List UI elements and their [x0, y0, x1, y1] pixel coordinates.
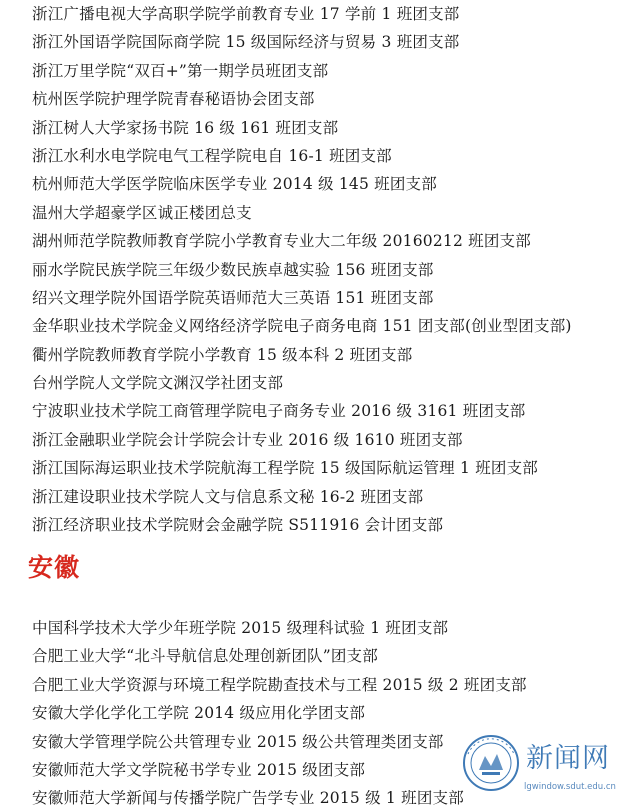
list-item: 浙江万里学院“双百+”第一期学员班团支部: [32, 61, 329, 80]
list-item: 浙江广播电视大学高职学院学前教育专业 17 学前 1 班团支部: [32, 5, 460, 23]
list-item: 宁波职业技术学院工商管理学院电子商务专业 2016 级 3161 班团支部: [32, 402, 526, 421]
watermark-title: 新闻网: [526, 743, 610, 774]
list-item: 温州大学超豪学区诚正楼团总支: [32, 203, 252, 222]
list-item: 浙江国际海运职业技术学院航海工程学院 15 级国际航运管理 1 班团支部: [32, 459, 538, 478]
anhui-branch-list: [32, 614, 527, 808]
list-item: 浙江金融职业学院会计学院会计专业 2016 级 1610 班团支部: [32, 430, 463, 449]
list-item: 安徽师范大学新闻与传播学院广告学专业 2015 级 1 班团支部: [32, 789, 464, 808]
university-seal-icon: [462, 734, 520, 792]
zhejiang-branch-list: [32, 0, 572, 539]
list-item: 安徽大学化学化工学院 2014 级应用化学团支部: [32, 704, 366, 723]
list-item: 金华职业技术学院金义网络经济学院电子商务电商 151 团支部(创业型团支部): [32, 317, 572, 336]
section-heading-anhui: 安徽: [28, 553, 81, 582]
list-item: 湖州师范学院教师教育学院小学教育专业大二年级 20160212 班团支部: [32, 232, 531, 251]
list-item: 衢州学院教师教育学院小学教育 15 级本科 2 班团支部: [32, 345, 413, 364]
list-item: 中国科学技术大学少年班学院 2015 级理科试验 1 班团支部: [32, 619, 449, 637]
watermark: [462, 732, 634, 804]
list-item: 合肥工业大学资源与环境工程学院勘查技术与工程 2015 级 2 班团支部: [32, 675, 527, 694]
list-item: 浙江树人大学家扬书院 16 级 161 班团支部: [32, 118, 339, 137]
list-item: 安徽大学管理学院公共管理专业 2015 级公共管理类团支部: [32, 732, 444, 751]
list-item: 合肥工业大学“北斗导航信息处理创新团队”团支部: [32, 647, 378, 666]
list-item: 绍兴文理学院外国语学院英语师范大三英语 151 班团支部: [32, 288, 434, 307]
list-item: 安徽师范大学文学院秘书学专业 2015 级团支部: [32, 760, 366, 779]
watermark-url: lgwindow.sdut.edu.cn: [524, 782, 616, 792]
list-item: 浙江外国语学院国际商学院 15 级国际经济与贸易 3 班团支部: [32, 33, 460, 52]
list-item: 台州学院人文学院文渊汉学社团支部: [32, 374, 284, 393]
list-item: 杭州师范大学医学院临床医学专业 2014 级 145 班团支部: [32, 175, 437, 194]
list-item: 杭州医学院护理学院青春秘语协会团支部: [32, 90, 315, 109]
list-item: 浙江经济职业技术学院财会金融学院 S511916 会计团支部: [32, 516, 444, 535]
list-item: 丽水学院民族学院三年级少数民族卓越实验 156 班团支部: [32, 260, 434, 279]
list-item: 浙江建设职业技术学院人文与信息系文秘 16-2 班团支部: [32, 487, 424, 506]
list-item: 浙江水利水电学院电气工程学院电自 16-1 班团支部: [32, 146, 392, 165]
